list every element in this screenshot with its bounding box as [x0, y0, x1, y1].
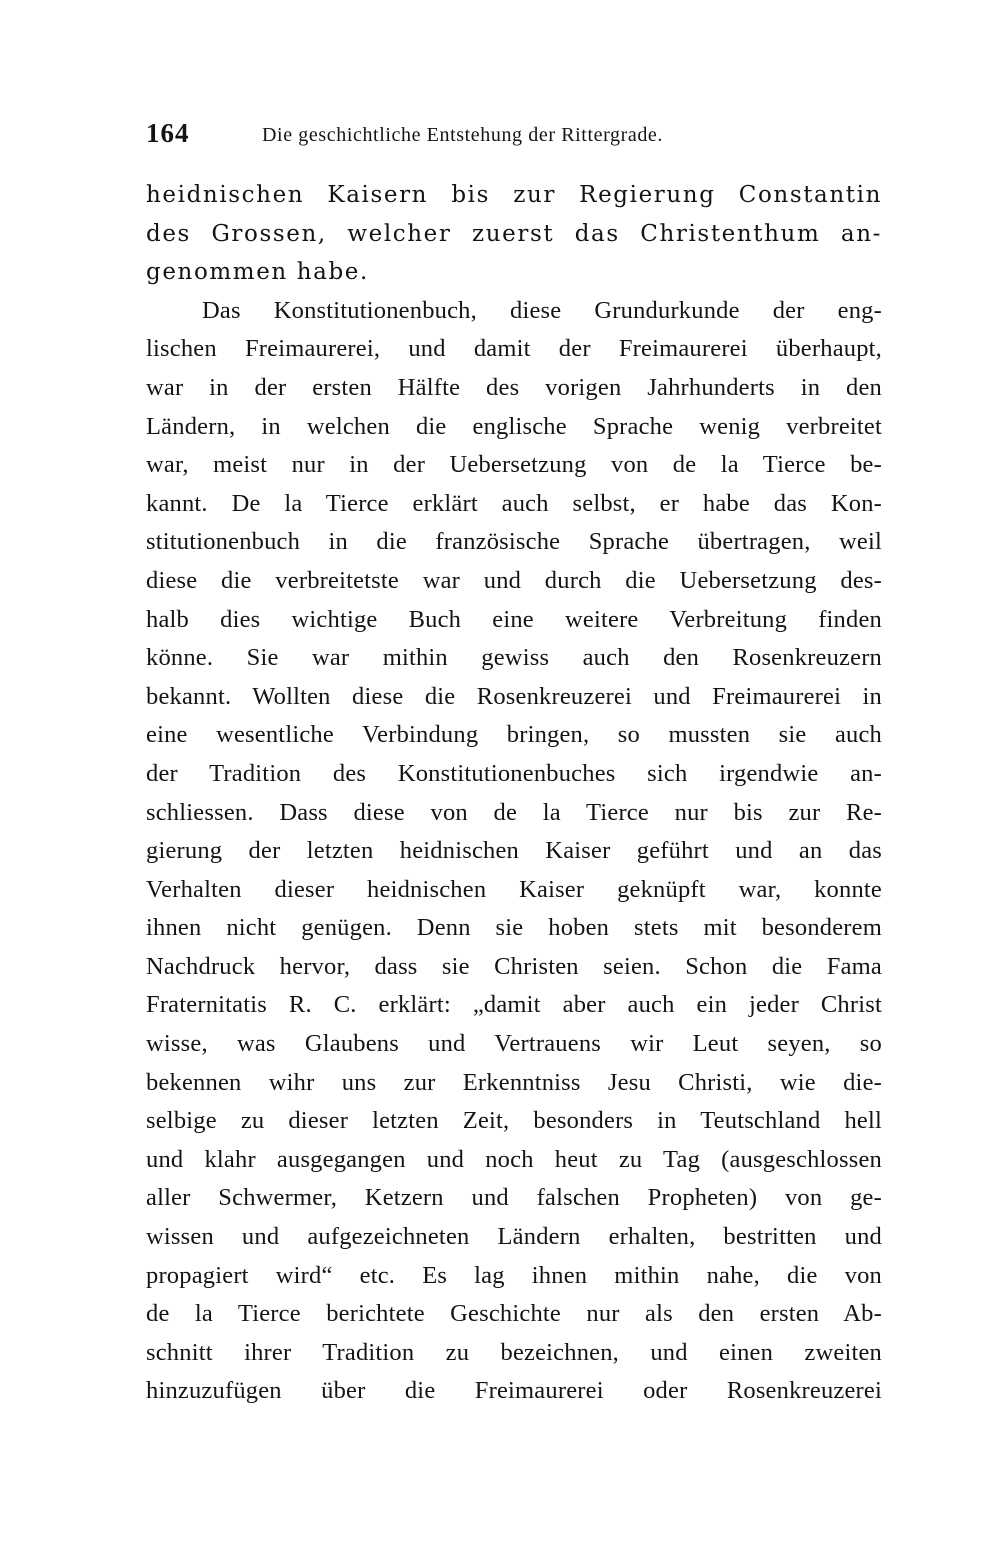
text-line: und klahr ausgegangen und noch heut zu Tag (ausgeschlossen: [146, 1145, 882, 1173]
text-line: eine wesentliche Verbindung bringen, so mussten sie auch: [146, 721, 882, 749]
text-line: kannt. De la Tierce erklärt auch selbst, er habe das Kon-: [146, 489, 882, 517]
text-line: ihnen nicht genügen. Denn sie hoben stets mit besonderem: [146, 914, 882, 942]
text-line: könne. Sie war mithin gewiss auch den Rosenkreuzern: [146, 644, 882, 672]
text-line: lischen Freimaurerei, und damit der Freimaurerei überhaupt,: [146, 335, 882, 363]
text-line: stitutionenbuch in die französische Sprache übertragen, weil: [146, 528, 882, 556]
text-line: hinzuzufügen über die Freimaurerei oder Rosenkreuzerei: [146, 1377, 882, 1405]
text-line: wisse, was Glaubens und Vertrauens wir Leut seyen, so: [146, 1030, 882, 1058]
text-line: aller Schwermer, Ketzern und falschen Propheten) von ge-: [146, 1184, 882, 1212]
text-line: des Grossen, welcher zuerst das Christenthum an-: [146, 220, 882, 247]
text-line: war in der ersten Hälfte des vorigen Jahrhunderts in den: [146, 373, 882, 401]
running-title: Die geschichtliche Entstehung der Rittergrade.: [262, 124, 663, 146]
text-line: schliessen. Dass diese von de la Tierce nur bis zur Re-: [146, 798, 882, 826]
text-line: war, meist nur in der Uebersetzung von de la Tierce be-: [146, 451, 882, 479]
text-line: wissen und aufgezeichneten Ländern erhalten, bestritten und: [146, 1223, 882, 1251]
text-line: selbige zu dieser letzten Zeit, besonders in Teutschland hell: [146, 1107, 882, 1135]
text-line: heidnischen Kaisern bis zur Regierung Constantin: [146, 182, 882, 208]
text-line: diese die verbreitetste war und durch die Uebersetzung des-: [146, 566, 882, 594]
text-line: gierung der letzten heidnischen Kaiser geführt und an das: [146, 837, 882, 865]
body-text: [146, 176, 882, 1411]
text-line: bekannt. Wollten diese die Rosenkreuzerei und Freimaurerei in: [146, 682, 882, 710]
running-head: [146, 118, 886, 158]
text-line: Verhalten dieser heidnischen Kaiser geknüpft war, konnte: [146, 875, 882, 903]
text-line: Fraternitatis R. C. erklärt: „damit aber auch ein jeder Christ: [146, 991, 882, 1019]
text-line: genommen habe.: [146, 259, 369, 286]
page-number: 164: [146, 118, 190, 148]
text-line: Ländern, in welchen die englische Sprache wenig verbreitet: [146, 412, 882, 440]
text-line: Das Konstitutionenbuch, diese Grundurkunde der eng-: [202, 296, 882, 324]
text-line: bekennen wihr uns zur Erkenntniss Jesu Christi, wie die-: [146, 1068, 882, 1096]
text-line: schnitt ihrer Tradition zu bezeichnen, und einen zweiten: [146, 1338, 882, 1366]
text-line: der Tradition des Konstitutionenbuches sich irgendwie an-: [146, 759, 882, 787]
text-line: Nachdruck hervor, dass sie Christen seien. Schon die Fama: [146, 952, 882, 980]
text-line: propagiert wird“ etc. Es lag ihnen mithin nahe, die von: [146, 1261, 882, 1289]
text-line: halb dies wichtige Buch eine weitere Verbreitung finden: [146, 605, 882, 633]
text-line: de la Tierce berichtete Geschichte nur als den ersten Ab-: [146, 1300, 882, 1328]
